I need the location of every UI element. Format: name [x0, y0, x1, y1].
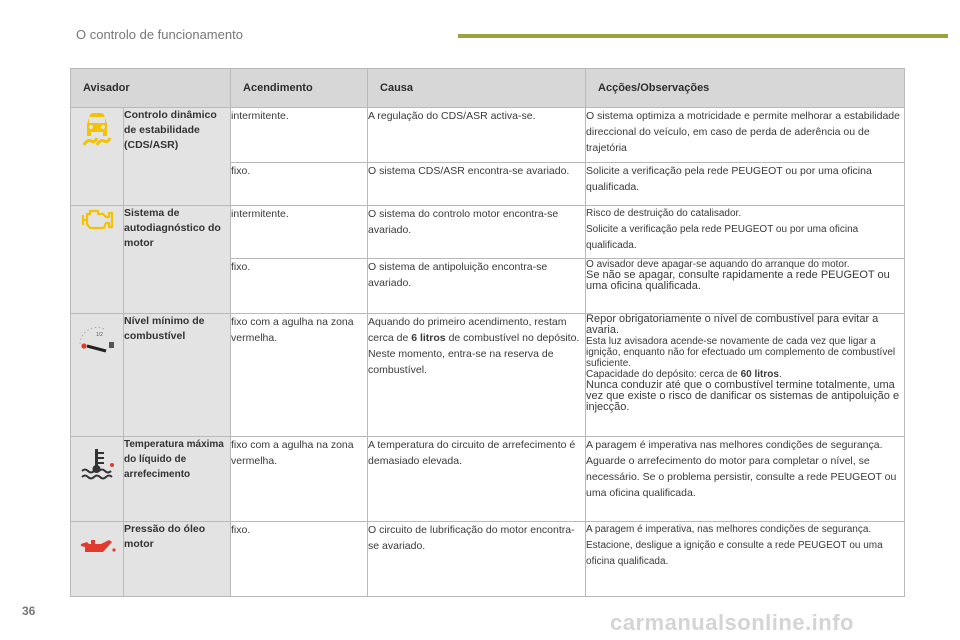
accoes-line: A paragem é imperativa, nas melhores condições de segurança. — [586, 524, 872, 535]
gauge-label: 1/2 — [96, 332, 103, 338]
causa-text: Aquando do primeiro acendimento, restam cerca de — [368, 316, 567, 344]
fuel-gauge-icon — [71, 314, 124, 437]
accoes-line: Repor obrigatoriamente o nível de combustível para evitar a avaria. — [586, 313, 879, 336]
causa-cell — [368, 314, 586, 437]
causa-cell: A temperatura do circuito de arrefecimento é demasiado elevada. — [368, 437, 586, 522]
accoes-line: Nunca conduzir até que o combustível termine totalmente, uma vez que existe o risco de danificar os sistemas de antipoluição e injecção. — [586, 379, 900, 413]
accoes-text: . — [778, 369, 782, 380]
acendimento-cell: fixo com a agulha na zona vermelha. — [231, 314, 368, 437]
table-row — [71, 522, 905, 597]
causa-cell: O sistema CDS/ASR encontra-se avariado. — [368, 163, 586, 206]
header-causa: Causa — [368, 69, 586, 108]
accoes-line: Esta luz avisadora acende-se novamente de cada vez que ligar a ignição, enquanto não for efectuado um complemento de combustível suficiente. — [586, 336, 896, 369]
car-skid-icon — [71, 108, 124, 206]
acendimento-cell: intermitente. — [231, 108, 368, 163]
page-section-title: O controlo de funcionamento — [76, 27, 243, 42]
accoes-text: Capacidade do depósito: cerca de — [586, 369, 741, 380]
watermark: carmanualsonline.info — [610, 610, 854, 635]
header-accoes: Acções/Observações — [586, 69, 905, 108]
causa-cell: O sistema de antipoluição encontra-se avariado. — [368, 259, 586, 314]
table-row — [71, 108, 905, 163]
coolant-temp-icon — [71, 437, 124, 522]
accoes-line: O avisador deve apagar-se aquando do arranque do motor. — [586, 259, 850, 270]
header-accent-bar — [458, 34, 948, 38]
engine-icon — [71, 206, 124, 314]
accoes-cell: A paragem é imperativa nas melhores condições de segurança. Aguarde o arrefecimento do motor para completar o nível, se necessário. Se o problema persistir, consulte a rede PEUGEOT ou uma oficina qualificada. — [586, 437, 905, 522]
header-acendimento: Acendimento — [231, 69, 368, 108]
warning-lights-table — [70, 68, 905, 597]
warning-name: Temperatura máxima do líquido de arrefecimento — [124, 437, 231, 522]
accoes-bold: 60 litros — [740, 369, 779, 380]
page-number: 36 — [22, 604, 36, 618]
acendimento-cell: fixo. — [231, 522, 368, 597]
table-row — [71, 206, 905, 259]
acendimento-cell: intermitente. — [231, 206, 368, 259]
header-avisador: Avisador — [71, 69, 231, 108]
accoes-line: Solicite a verificação pela rede PEUGEOT ou por uma oficina qualificada. — [586, 224, 859, 251]
accoes-cell: Solicite a verificação pela rede PEUGEOT ou por uma oficina qualificada. — [586, 163, 905, 206]
table-row — [71, 314, 905, 437]
warning-name: Nível mínimo de combustível — [124, 314, 231, 437]
causa-cell: O circuito de lubrificação do motor encontra-se avariado. — [368, 522, 586, 597]
table-row — [71, 437, 905, 522]
causa-line: Neste momento, entra-se na reserva de combustível. — [368, 348, 554, 376]
causa-bold: 6 litros — [411, 332, 446, 344]
oil-can-icon — [71, 522, 124, 597]
warning-name: Controlo dinâmico de estabilidade (CDS/ASR) — [124, 108, 231, 206]
accoes-cell: O sistema optimiza a motricidade e permite melhorar a estabilidade direccional do veículo, em caso de perda de aderência ou de trajetória — [586, 108, 905, 163]
causa-text: de combustível no depósito. — [445, 332, 580, 344]
acendimento-cell: fixo. — [231, 259, 368, 314]
warning-name: Pressão do óleo motor — [124, 522, 231, 597]
causa-cell: A regulação do CDS/ASR activa-se. — [368, 108, 586, 163]
accoes-line: Risco de destruição do catalisador. — [586, 208, 742, 219]
accoes-line: Estacione, desligue a ignição e consulte a rede PEUGEOT ou uma oficina qualificada. — [586, 540, 883, 567]
accoes-line: Se não se apagar, consulte rapidamente a rede PEUGEOT ou uma oficina qualificada. — [586, 269, 890, 292]
accoes-cell — [586, 259, 905, 314]
accoes-cell — [586, 206, 905, 259]
accoes-cell — [586, 522, 905, 597]
acendimento-cell: fixo. — [231, 163, 368, 206]
table-header-row — [71, 69, 905, 108]
warning-name: Sistema de autodiagnóstico do motor — [124, 206, 231, 314]
acendimento-cell: fixo com a agulha na zona vermelha. — [231, 437, 368, 522]
causa-cell: O sistema do controlo motor encontra-se avariado. — [368, 206, 586, 259]
accoes-cell — [586, 314, 905, 437]
